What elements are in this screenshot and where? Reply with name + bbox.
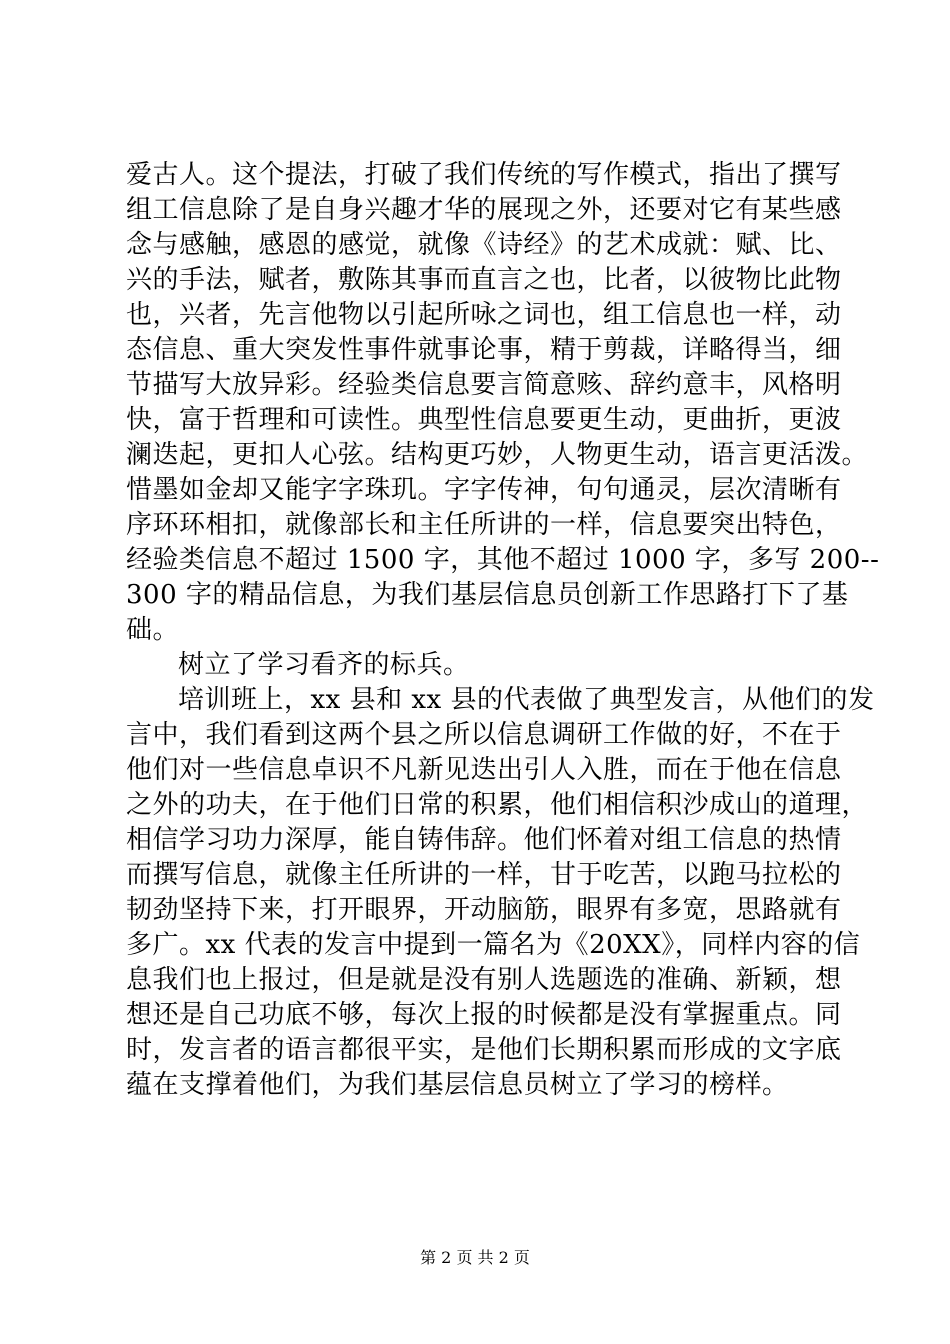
paragraph — [126, 158, 880, 648]
text-line: 多广。xx 代表的发言中提到一篇名为《20XX》，同样内容的信 — [126, 930, 861, 960]
text-line: 经验类信息不超过 1500 字，其他不超过 1000 字，多写 200-- — [126, 545, 880, 575]
text-line: 而撰写信息，就像主任所讲的一样，甘于吃苦，以跑马拉松的 — [126, 860, 842, 890]
text-line: 之外的功夫，在于他们日常的积累，他们相信积沙成山的道理， — [126, 790, 869, 820]
text-line: 息我们也上报过，但是就是没有别人选题选的准确、新颖，想 — [126, 965, 842, 995]
page-footer: 第 2 页 共 2 页 — [420, 1248, 530, 1267]
text-line: 相信学习功力深厚，能自铸伟辞。他们怀着对组工信息的热情 — [126, 825, 842, 855]
text-line: 时，发言者的语言都很平实，是他们长期积累而形成的文字底 — [126, 1035, 842, 1065]
text-line: 序环环相扣，就像部长和主任所讲的一样，信息要突出特色， — [126, 510, 842, 540]
text-line: 培训班上，xx 县和 xx 县的代表做了典型发言，从他们的发 — [178, 685, 875, 715]
text-line: 节描写大放异彩。经验类信息要言简意赅、辞约意丰，风格明 — [126, 370, 842, 400]
text-line: 蕴在支撑着他们，为我们基层信息员树立了学习的榜样。 — [126, 1070, 789, 1100]
text-line: 言中，我们看到这两个县之所以信息调研工作做的好，不在于 — [126, 720, 842, 750]
text-line: 态信息、重大突发性事件就事论事，精于剪裁，详略得当，细 — [126, 335, 842, 365]
text-line: 想还是自己功底不够，每次上报的时候都是没有掌握重点。同 — [126, 1000, 842, 1030]
text-line: 础。 — [126, 615, 180, 645]
text-line: 组工信息除了是自身兴趣才华的展现之外，还要对它有某些感 — [126, 195, 842, 225]
text-line: 快，富于哲理和可读性。典型性信息要更生动，更曲折，更波 — [126, 405, 842, 435]
text-line: 爱古人。这个提法，打破了我们传统的写作模式，指出了撰写 — [126, 160, 842, 190]
text-line: 也，兴者，先言他物以引起所咏之词也，组工信息也一样，动 — [126, 300, 842, 330]
document-body — [126, 158, 880, 1103]
text-line: 兴的手法，赋者，敷陈其事而直言之也，比者，以彼物比此物 — [126, 265, 842, 295]
text-line: 300 字的精品信息，为我们基层信息员创新工作思路打下了基 — [126, 580, 849, 610]
paragraph — [126, 648, 826, 683]
text-line: 澜迭起，更扣人心弦。结构更巧妙，人物更生动，语言更活泼。 — [126, 440, 869, 470]
text-line: 他们对一些信息卓识不凡新见迭出引人入胜，而在于他在信息 — [126, 755, 842, 785]
text-line: 韧劲坚持下来，打开眼界，开动脑筋，眼界有多宽，思路就有 — [126, 895, 842, 925]
paragraph — [126, 683, 875, 1103]
text-line: 惜墨如金却又能字字珠玑。字字传神，句句通灵，层次清晰有 — [126, 475, 842, 505]
text-line: 念与感触，感恩的感觉，就像《诗经》的艺术成就：赋、比、 — [126, 230, 842, 260]
text-line: 树立了学习看齐的标兵。 — [178, 650, 470, 680]
